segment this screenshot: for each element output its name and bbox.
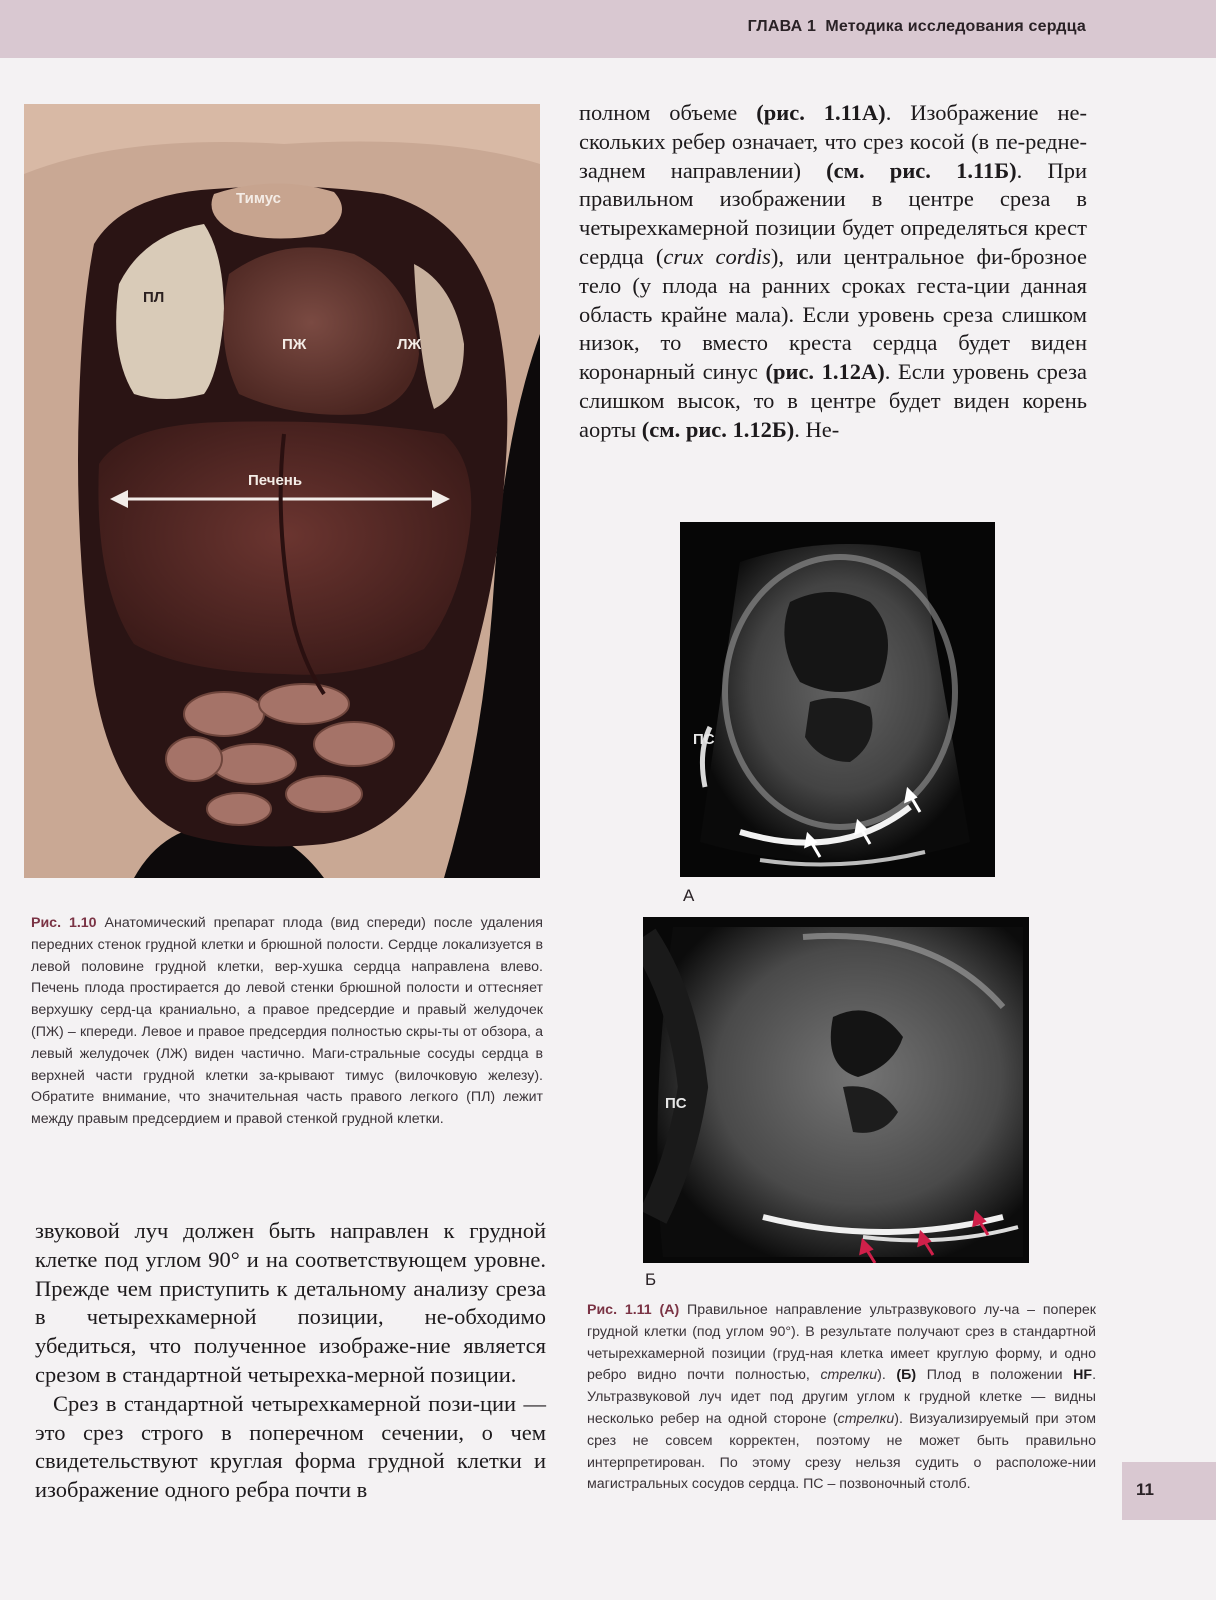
label-right-ventricle: ПЖ (282, 336, 307, 353)
figure-ref: (см. рис. 1.11Б) (826, 157, 1017, 183)
figure-1-11-caption (587, 1300, 1096, 1496)
running-header (748, 18, 1086, 36)
ultrasound-b-illustration (643, 917, 1029, 1263)
latin-term: crux cordis (663, 243, 771, 269)
ultrasound-image-b (643, 917, 1029, 1263)
panel-ref-a: (А) (651, 1302, 680, 1318)
text-run: полном объеме (579, 100, 757, 125)
figure-ref: (рис. 1.12А) (765, 359, 885, 385)
left-column-text (35, 1217, 546, 1505)
spine-label-a: ПС (693, 731, 715, 748)
page-number-tab (1122, 1462, 1216, 1520)
label-right-lung: ПЛ (143, 289, 165, 306)
right-column-text (579, 99, 1087, 445)
anatomy-photo (24, 104, 540, 878)
text-run: . Изображение не-скольких ребер означает, что срез косой (в пе-редне-заднем направлении) (579, 100, 1088, 183)
panel-letter-a: А (683, 886, 695, 905)
text-run: ), или центральное фи-брозное тело (у плода на ранних сроках геста-ции данная область крайне мала). Если уровень среза слишком низок, то вместо креста сердца будет виден коронарный синус (579, 243, 1087, 385)
paragraph: звуковой луч должен быть направлен к грудной клетке под углом 90° и на соответствующем уровне. Прежде чем приступить к детальному анализу среза в четырехкамерной позиции, не-обходимо убедиться, что полученное изображе-ние является срезом в стандартной четырехка-мерной позиции. (35, 1218, 546, 1387)
caption-label: Рис. 1.10 (31, 915, 97, 931)
figure-ref: (рис. 1.11А) (756, 100, 886, 125)
paragraph: Срез в стандартной четырехкамерной пози-ции — это срез строго в поперечном сечении, о чем свидетельствуют круглая форма грудной клетки и изображение одного ребра почти в (35, 1390, 546, 1503)
spine-label-b: ПС (665, 1095, 687, 1112)
caption-text: . Ультразвуковой луч идет под другим углом к грудной клетке — видны несколько ребер на одной стороне ( (587, 1367, 1097, 1427)
caption-text: Правильное направление ультразвукового лу-ча – поперек грудной клетки (под углом 90°). В результате получают срез в стандартной четырехкамерной позиции (груд-ная клетка имеет круглую форму, и одно ребро видно почти полностью, (587, 1302, 1096, 1384)
caption-italic: стрелки (837, 1410, 895, 1427)
text-run: . При правильном изображении в центре среза в четырехкамерной позиции будет определяться крест сердца ( (579, 157, 1087, 269)
text-run: . Не- (794, 416, 840, 442)
caption-label: Рис. 1.11 (587, 1302, 652, 1318)
ultrasound-image-a (680, 522, 995, 877)
position-code: HF (1073, 1367, 1093, 1384)
page-number: 11 (1136, 1480, 1154, 1499)
text-run: . Если уровень среза слишком высок, то в центре будет виден корень аорты (579, 359, 1087, 442)
caption-text: Плод в положении (916, 1367, 1074, 1384)
figure-1-10-caption (31, 913, 543, 1131)
chapter-number: ГЛАВА 1 (747, 18, 817, 35)
panel-ref-b: (Б) (896, 1367, 917, 1384)
figure-ref: (см. рис. 1.12Б) (641, 416, 795, 442)
caption-text: Анатомический препарат плода (вид спереди) после удаления передних стенок грудной клетки и брюшной полости. Сердце локализуется в левой половине грудной клетки, вер-хушка сердца направлена влево. Печень плода простирается до левой стенки брюшной полости и оттесняет верхушку серд-ца краниально, а правое предсердие и правый желудочек (ПЖ) – кпереди. Левое и правое предсердия полностью скры-ты от обзора, а левый желудочек (ЛЖ) виден частично. Маги-стральные сосуды сердца в верхней части грудной клетки за-крывают тимус (вилочковую железу). Обратите внимание, что значительная часть правого легкого (ПЛ) лежит между правым предсердием и правой стенкой грудной клетки. (31, 915, 543, 1128)
label-liver: Печень (248, 472, 303, 489)
caption-italic: стрелки (820, 1367, 878, 1384)
caption-text: ). Визуализируемый при этом срез не совсем корректен, поэтому не может быть правильно интерпретирован. По этому срезу нельзя судить о расположе-нии магистральных сосудов сердца. ПС – позвоночный столб. (587, 1410, 1096, 1493)
ultrasound-a-illustration (680, 522, 995, 877)
label-thymus: Тимус (236, 190, 282, 207)
anatomy-illustration (24, 104, 540, 878)
chapter-title: Методика исследования сердца (825, 18, 1086, 35)
header-band (0, 0, 1216, 58)
panel-letter-b: Б (645, 1270, 657, 1289)
caption-text: ). (877, 1367, 897, 1384)
label-left-ventricle: ЛЖ (397, 336, 422, 353)
